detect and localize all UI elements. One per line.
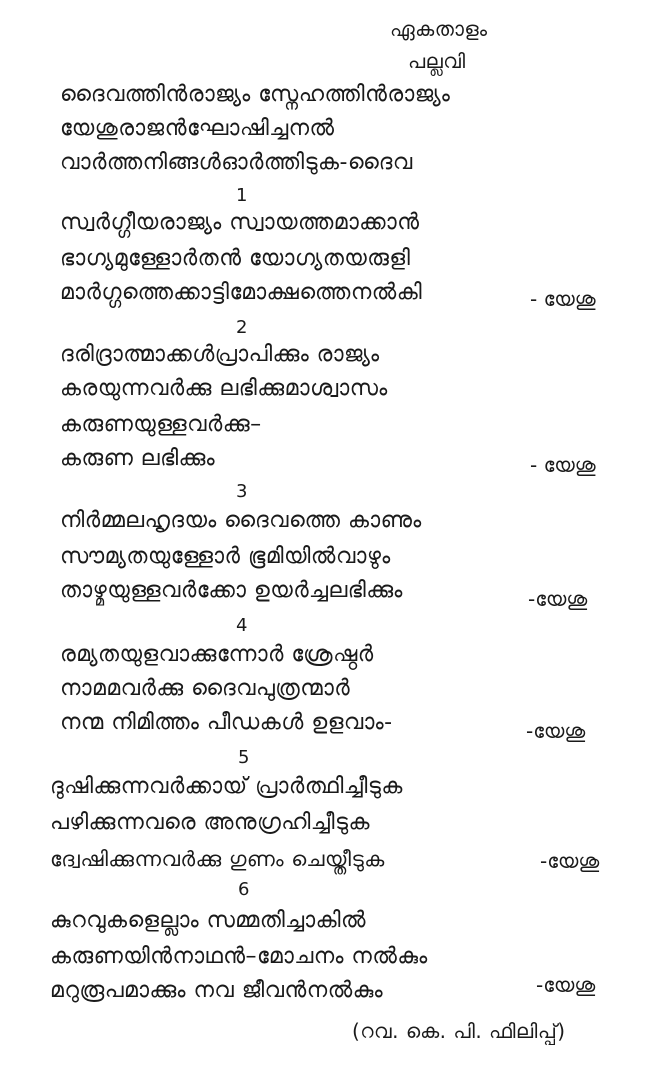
- pallavi-line-2: യേശുരാജൻഘോഷിച്ചനൽ: [60, 116, 335, 141]
- refrain-label: -യേശു: [528, 587, 588, 611]
- stanza-3-line-1: നിർമ്മലഹൃദയം ദൈവത്തെ കാണും: [60, 508, 422, 533]
- stanza-number: 2: [236, 317, 248, 338]
- stanza-5-line-1: ദുഷിക്കുന്നവർക്കായ് പ്രാർത്ഥിച്ചീടുക: [50, 774, 403, 799]
- stanza-4-line-2: നാമമവർക്കു ദൈവപുത്രന്മാർ: [60, 676, 351, 701]
- stanza-2-line-3: കരുണയുള്ളവർക്കു–: [60, 412, 262, 437]
- pallavi-line-3: വാർത്തനിങ്ങൾഓർത്തിടുക-ദൈവ: [60, 150, 413, 175]
- stanza-4-line-1: രമ്യതയുളവാക്കുന്നോർ ശ്രേഷ്ഠർ: [60, 642, 374, 667]
- refrain-label: -യേശു: [526, 719, 586, 743]
- stanza-4-line-3: നന്മ നിമിത്തം പീഡകൾ ഉളവാം-: [60, 710, 393, 735]
- stanza-number: 3: [236, 481, 248, 502]
- stanza-number: 4: [236, 615, 248, 636]
- pallavi-heading: പല്ലവി: [408, 49, 466, 73]
- refrain-label: -യേശു: [540, 849, 600, 873]
- stanza-2-line-2: കരയുന്നവർക്കു ലഭിക്കുമാശ്വാസം: [60, 376, 388, 401]
- author-credit: (റവ. കെ. പി. ഫിലിപ്പ്): [352, 1019, 566, 1043]
- stanza-6-line-3: മറുരൂപമാക്കും നവ ജീവൻനൽകും: [50, 978, 384, 1003]
- stanza-number: 1: [236, 185, 248, 206]
- stanza-6-line-2: കരുണയിൻനാഥൻ–മോചനം നൽകും: [50, 944, 428, 969]
- stanza-3-line-3: താഴ്മയുള്ളവർക്കോ ഉയർച്ചലഭിക്കും: [60, 578, 403, 603]
- pallavi-line-1: ദൈവത്തിൻരാജ്യം സ്നേഹത്തിൻരാജ്യം: [60, 82, 451, 107]
- refrain-label: -യേശു: [536, 973, 596, 997]
- stanza-5-line-3: ദ്വേഷിക്കുന്നവർക്കു ഗുണം ചെയ്തീടുക: [50, 847, 385, 871]
- stanza-3-line-2: സൗമ്യതയുള്ളോർ ഭൂമിയിൽവാഴും: [60, 544, 391, 569]
- stanza-number: 5: [238, 747, 250, 768]
- refrain-label: - യേശു: [530, 453, 596, 477]
- stanza-1-line-3: മാർഗ്ഗത്തെക്കാട്ടിമോക്ഷത്തെനൽകി: [60, 280, 423, 305]
- stanza-5-line-2: പഴിക്കുന്നവരെ അനുഗ്രഹിച്ചീടുക: [50, 810, 370, 835]
- stanza-number: 6: [238, 879, 250, 900]
- tala-label: ഏകതാളം: [390, 17, 488, 41]
- stanza-1-line-2: ഭാഗ്യമുള്ളോർതൻ യോഗ്യതയരുളി: [60, 246, 411, 271]
- stanza-1-line-1: സ്വർഗ്ഗീയരാജ്യം സ്വായത്തമാക്കാൻ: [60, 210, 420, 235]
- stanza-2-line-4: കരുണ ലഭിക്കും: [60, 446, 216, 471]
- stanza-6-line-1: കുറവുകളെല്ലാം സമ്മതിച്ചാകിൽ: [50, 908, 367, 933]
- refrain-label: - യേശു: [530, 287, 596, 311]
- stanza-2-line-1: ദരിദ്രാത്മാക്കൾപ്രാപിക്കും രാജ്യം: [60, 342, 380, 367]
